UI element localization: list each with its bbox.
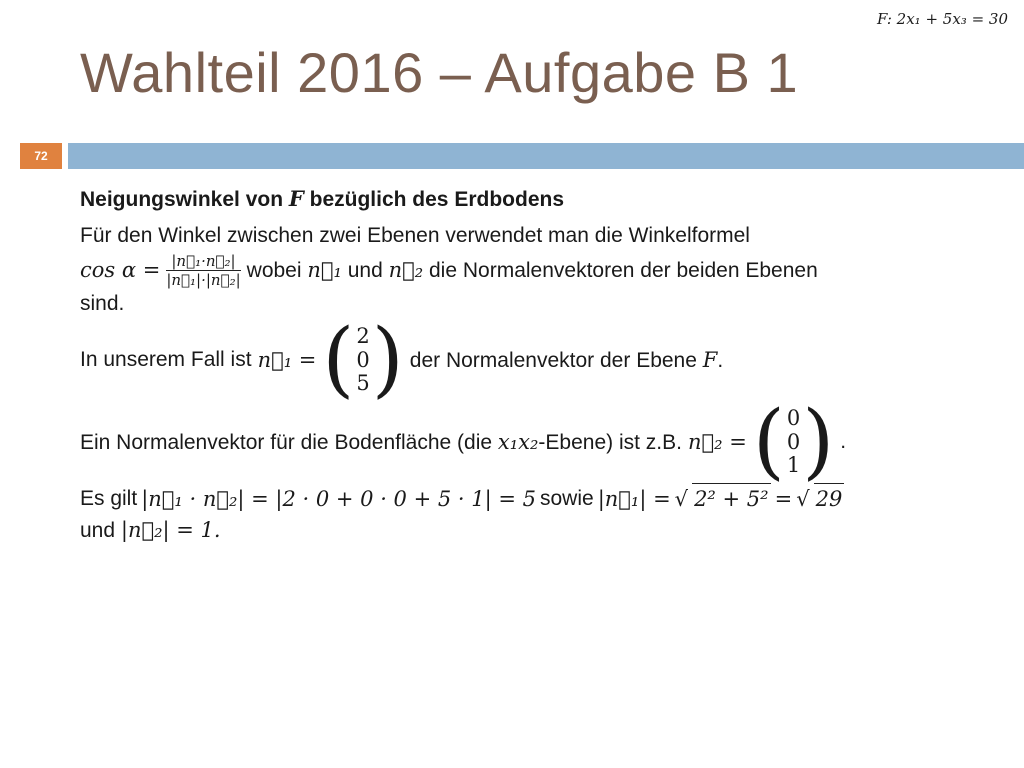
- vector-component: 0: [786, 406, 801, 431]
- calc-norm-lhs: |n⃗₁| =: [597, 486, 671, 511]
- ground-n2: n⃗₂ =: [687, 430, 747, 455]
- vector-n1-components: [354, 325, 371, 396]
- calc-expression: |n⃗₁ · n⃗₂| = |2 · 0 + 0 · 0 + 5 · 1| = 5: [141, 486, 536, 511]
- sqrt-icon: √: [674, 486, 689, 511]
- sqrt-icon: √: [796, 486, 810, 511]
- case-n1: n⃗₁ =: [257, 348, 317, 373]
- ground-text: Ein Normalenvektor für die Bodenfläche (die: [80, 430, 498, 454]
- case-plane-F: F: [702, 347, 718, 372]
- cosine-fraction: [166, 252, 240, 289]
- calc-text-und: und: [80, 518, 121, 542]
- calc-text: Es gilt: [80, 486, 138, 510]
- ground-plane: x₁x₂: [497, 429, 539, 454]
- fraction-numerator: |n⃗₁·n⃗₂|: [171, 251, 236, 270]
- calc-line-2: [80, 515, 964, 546]
- slide-number: 72: [20, 143, 62, 169]
- calc-line: [80, 483, 964, 514]
- vector-n2: [752, 394, 835, 490]
- case-text-end: der Normalenvektor der Ebene: [409, 348, 703, 372]
- ground-text-mid: -Ebene) ist z.B.: [538, 430, 682, 454]
- var-n1: n⃗₁: [307, 257, 342, 282]
- text-wobei: wobei: [246, 258, 308, 282]
- heading-variable: F: [288, 186, 304, 211]
- fraction-denominator: |n⃗₁|·|n⃗₂|: [166, 270, 241, 289]
- top-formula: F: 2x₁ + 5x₃ = 30: [876, 10, 1008, 28]
- calc-sqrt-1: 2² + 5²: [692, 483, 771, 514]
- calc-n2-norm: |n⃗₂| = 1.: [120, 517, 221, 542]
- case-period: .: [717, 348, 724, 372]
- calc-text-sowie: sowie: [540, 486, 594, 510]
- heading-text: Neigungswinkel von: [80, 188, 289, 211]
- text-normalvectors: die Normalenvektoren der beiden Ebenen: [423, 258, 818, 282]
- page-title: Wahlteil 2016 – Aufgabe B 1: [80, 41, 799, 104]
- case-line: [80, 312, 964, 408]
- left-paren: (: [752, 394, 785, 490]
- cosine-formula-line: [80, 252, 964, 289]
- calc-sqrt-2: 29: [814, 483, 845, 514]
- vector-component: 5: [356, 371, 370, 396]
- vector-component: 0: [786, 429, 801, 454]
- intro-text: Für den Winkel zwischen zwei Ebenen verwendet man die Winkelformel: [80, 224, 750, 248]
- cos-lhs: cos α =: [80, 258, 161, 283]
- vector-component: 0: [356, 347, 370, 372]
- slide-content: [80, 184, 964, 546]
- section-heading: [80, 184, 964, 215]
- right-paren: ): [802, 394, 835, 490]
- header-band: [68, 143, 1024, 169]
- text-sind: sind.: [80, 291, 125, 315]
- text-und: und: [341, 258, 389, 282]
- vector-n1: [322, 312, 404, 408]
- case-text: In unserem Fall ist: [80, 348, 252, 372]
- ground-line: [80, 394, 964, 490]
- heading-text-end: bezüglich des Erdbodens: [303, 188, 564, 211]
- vector-component: 1: [786, 453, 801, 478]
- ground-period: .: [840, 430, 847, 454]
- right-paren: ): [371, 312, 404, 408]
- left-paren: (: [322, 312, 355, 408]
- vector-component: 2: [356, 324, 370, 349]
- calc-equals: =: [774, 486, 793, 511]
- vector-n2-components: [785, 407, 802, 478]
- var-n2: n⃗₂: [388, 257, 424, 282]
